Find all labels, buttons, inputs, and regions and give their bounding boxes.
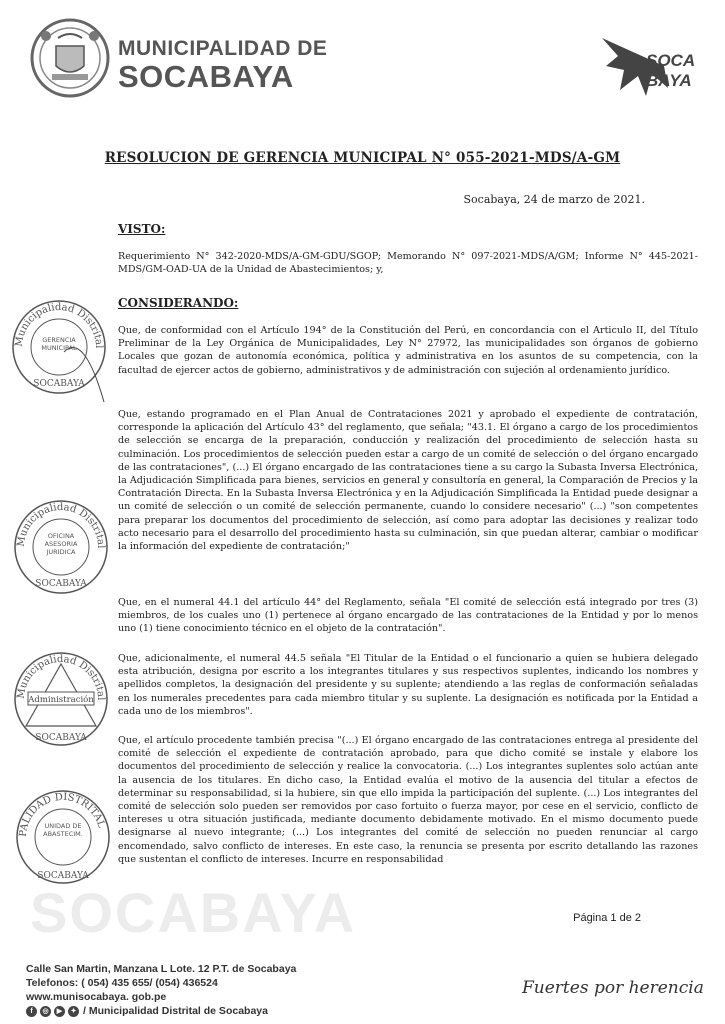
considerando-paragraph-3: Que, en el numeral 44.1 del artículo 44° del Reglamento, señala "El comité de selección está integrado por tres (3) miembros, de los cuales uno (1) pertenece al órgano encargado de las contrataciones de la Entidad y por lo menos uno (1) tiene conocimiento técnico en el objeto de la contratación".	[118, 597, 698, 635]
seal-3-center-text: Administración	[28, 695, 94, 705]
municipal-coat-of-arms-logo	[28, 16, 112, 100]
seal-asesoria-juridica	[6, 492, 116, 602]
footer-website[interactable]: www.munisocabaya. gob.pe	[26, 991, 167, 1003]
seal-2-bottom-text: SOCABAYA	[35, 579, 87, 589]
municipality-name-line1: MUNICIPALIDAD DE	[118, 37, 328, 60]
footer-contact	[26, 962, 296, 1018]
seal-gerencia-municipal	[4, 292, 114, 402]
page-number: Página 1 de 2	[573, 912, 641, 924]
social-icons	[26, 1006, 79, 1017]
brand-logo-text-top: SOCA	[646, 51, 696, 70]
seal-3-ring-text: Municipalidad Distrital	[15, 653, 107, 701]
footer-slogan: Fuertes por herencia	[522, 978, 704, 998]
considerando-paragraph-5: Que, el artículo procedente también precisa "(...) El órgano encargado de las contrataciones entrega al presidente del comité de selección el expediente de contratación aprobado, para que dicho comité se instale y elabore los documentos del procedimiento de selección y realice la convocatoria. (...) Los integrantes suplentes solo actúan ante la ausencia de los titulares. En dicho caso, la Entidad evalúa el motivo de la ausencia del titular a efectos de determinar su responsabilidad, si la hubiere, sin que ello impida la participación del suplente. (...) Los integrantes del comité de selección solo pueden ser removidos por caso fortuito o fuerza mayor, por cese en el servicio, conflicto de intereses u otra situación justificada, mediante documento debidamente motivado. En el mismo documento puede designarse al nuevo integrante; (...) Los integrantes del comité de selección no pueden renunciar al cargo encomendado, salvo conflicto de intereses. En este caso, la renuncia se presenta por escrito detallando las razones que sustentan el conflicto de intereses. Incurre en responsabilidad	[118, 735, 698, 865]
considerando-paragraph-4: Que, adicionalmente, el numeral 44.5 señala "El Titular de la Entidad o el funcionario a quien se hubiera delegado esta atribución, designa por escrito a los integrantes titulares y sus respectivos suplentes, indicando los nombres y apellidos completos, la designación del presidente y su suplente; atendiendo a las reglas de conformación señaladas en los numerales precedentes para cada miembro titular y su suplente. La designación es notificada por la Entidad a cada uno de los miembros".	[118, 653, 698, 717]
visto-heading: VISTO:	[118, 222, 166, 236]
considerando-paragraph-2: Que, estando programado en el Plan Anual de Contrataciones 2021 y aprobado el expediente de contratación, corresponde la aplicación del Artículo 43° del reglamento, que señala; "43.1. El órgano a cargo de los procedimientos de selección se encarga de la preparación, conducción y realización del procedimiento de selección hasta su culminación. Los procedimientos de selección pueden estar a cargo de un comité de selección o del órgano encargado de las contrataciones", (...) El órgano encargado de las contrataciones tiene a su cargo la Subasta Inversa Electrónica, la Adjudicación Simplificada para bienes, servicios en general y consultoría en general, la Comparación de Precios y la Contratación Directa. En la Subasta Inversa Electrónica y en la Adjudicación Simplificada la Entidad puede designar a un comité de selección o un comité de selección permanente, cuando lo considere necesario" (...) "son competentes para preparar los documentos del procedimiento de selección, así como para adoptar las decisiones y realizar todo acto necesario para el desarrollo del procedimiento hasta su culminación, sin que puedan alterar, cambiar o modificar la información del expediente de contratación;"	[118, 409, 698, 553]
seal-unidad-abastecimiento	[8, 782, 118, 892]
twitter-icon[interactable]: ✦	[68, 1006, 79, 1017]
watermark-text: SOCABAYA	[30, 881, 357, 944]
seal-2-center-text: OFICINA ASESORIA JURIDICA	[44, 532, 78, 556]
seal-1-ring-text: Municipalidad Distrital	[13, 301, 105, 349]
municipality-name	[118, 38, 327, 92]
brand-logo-text-bottom: BAYA	[646, 71, 692, 90]
seal-4-center-text: UNIDAD DE ABASTECIM.	[43, 822, 83, 838]
seal-4-bottom-text: SOCABAYA	[37, 871, 89, 881]
seal-administracion	[6, 644, 116, 754]
document-date: Socabaya, 24 de marzo de 2021.	[463, 193, 645, 206]
footer-social-label: / Municipalidad Distrital de Socabaya	[83, 1005, 268, 1017]
socabaya-brand-logo	[598, 30, 698, 100]
municipality-name-line2: SOCABAYA	[118, 59, 294, 94]
considerando-paragraph-1: Que, de conformidad con el Artículo 194° de la Constitución del Perú, en concordancia con el Articulo II, del Título Preliminar de la Ley Orgánica de Municipalidades, Ley N° 27972, las municipalidades son órganos de gobierno Locales que gozan de autonomía económica, política y administrativa en los asuntos de su competencia, con la facultad de ejercer actos de gobierno, administrativos y de administración con sujeción al ordenamiento jurídico.	[118, 325, 698, 376]
considerando-heading: CONSIDERANDO:	[118, 296, 239, 310]
instagram-icon[interactable]: ◎	[40, 1006, 51, 1017]
seal-4-ring-text: PALIDAD DISTRITAL	[17, 791, 107, 838]
youtube-icon[interactable]: ▶	[54, 1006, 65, 1017]
footer-phones: Telefonos: ( 054) 435 655/ (054) 436524	[26, 977, 218, 989]
facebook-icon[interactable]: f	[26, 1006, 37, 1017]
resolution-title: RESOLUCION DE GERENCIA MUNICIPAL N° 055-2021-MDS/A-GM	[104, 150, 621, 166]
seal-1-center-text: GERENCIA MUNICIPAL	[41, 336, 77, 352]
seal-3-bottom-text: SOCABAYA	[35, 733, 87, 743]
seal-1-bottom-text: SOCABAYA	[33, 379, 85, 389]
seal-2-ring-text: Municipalidad Distrital	[15, 501, 107, 549]
footer-address: Calle San Martin, Manzana L Lote. 12 P.T. de Socabaya	[26, 963, 297, 975]
visto-paragraph: Requerimiento N° 342-2020-MDS/A-GM-GDU/SGOP; Memorando N° 097-2021-MDS/A/GM; Informe N° 445-2021-MDS/GM-OAD-UA de la Unidad de Abastecimientos; y,	[118, 251, 698, 276]
